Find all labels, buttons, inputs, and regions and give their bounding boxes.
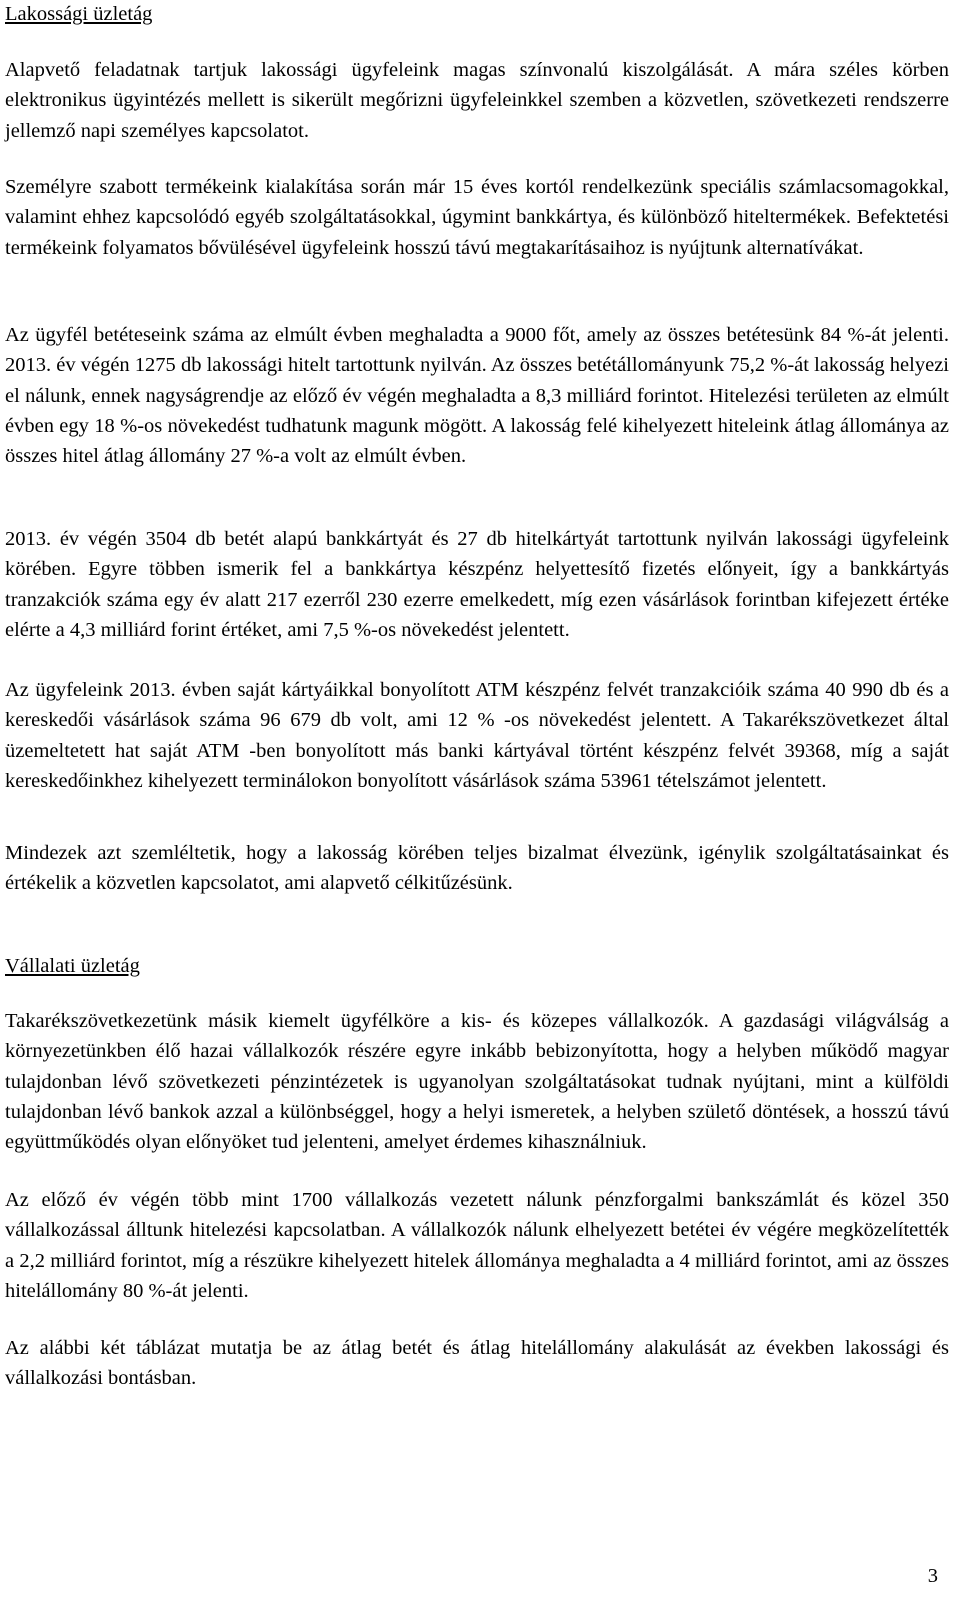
paragraph-retail-intro: Alapvető feladatnak tartjuk lakossági ügyfeleink magas színvonalú kiszolgálását. A mára széles körben elektronikus ügyintézés mellett is sikerült megőrizni ügyfeleinkkel szemben a közvetlen, szövetkezeti rendszerre jellemző napi személyes kapcsolatot.: [5, 59, 949, 142]
paragraph-bank-cards: 2013. év végén 3504 db betét alapú bankkártyát és 27 db hitelkártyát tartottunk nyilván lakossági ügyfeleink körében. Egyre többen ismerik fel a bankkártya készpénz helyettesítő fizetés előnyeit, így a bankkártyás tranzakciók száma egy év alatt 217 ezerről 230 ezerre emelkedett, míg ezen vásárlások forintban kifejezett értéke elérte a 4,3 milliárd forint értéket, ami 7,5 %-os növekedést jelentett.: [5, 528, 949, 641]
section-heading-retail: Lakossági üzletág: [5, 3, 153, 25]
paragraph-atm-transactions: Az ügyfeleink 2013. évben saját kártyáikkal bonyolított ATM készpénz felvét tranzakcióik száma 40 990 db és a kereskedői vásárlások száma 96 679 db volt, ami 12 % -os növekedést jelentett. A Takarékszövetkezet által üzemeltetett hat saját ATM -ben bonyolított más banki kártyával történt készpénz felvét 39368, míg a saját kereskedőinkhez kihelyezett terminálokon bonyolított vásárlások száma 53961 tételszámot jelentett.: [5, 679, 949, 792]
paragraph-retail-products: Személyre szabott termékeink kialakítása során már 15 éves kortól rendelkezünk speciális számlacsomagokkal, valamint ehhez kapcsolódó egyéb szolgáltatásokkal, úgymint bankkártya, és különböző hiteltermékek. Befektetési termékeink folyamatos bővülésével ügyfeleink hosszú távú megtakarításaihoz is nyújtunk alternatívákat.: [5, 176, 949, 259]
paragraph-retail-summary: Mindezek azt szemléltetik, hogy a lakosság körében teljes bizalmat élvezünk, igénylik szolgáltatásainkat és értékelik a közvetlen kapcsolatot, ami alapvető célkitűzésünk.: [5, 842, 949, 895]
page-number: 3: [927, 1565, 938, 1587]
paragraph-tables-intro: Az alábbi két táblázat mutatja be az átlag betét és átlag hitelállomány alakulását az években lakossági és vállalkozási bontásban.: [5, 1337, 949, 1390]
paragraph-corporate-accounts: Az előző év végén több mint 1700 vállalkozás vezetett nálunk pénzforgalmi bankszámlát és közel 350 vállalkozással álltunk hitelezési kapcsolatban. A vállalkozók nálunk elhelyezett betétei év végére megközelítették a 2,2 milliárd forintot, míg a részükre kihelyezett hitelek állománya meghaladta a 4 milliárd forintot, ami az összes hitelállomány 80 %-át jelenti.: [5, 1189, 949, 1302]
section-heading-corporate: Vállalati üzletág: [5, 955, 140, 977]
paragraph-retail-deposits: Az ügyfél betéteseink száma az elmúlt évben meghaladta a 9000 főt, amely az összes betétesünk 84 %-át jelenti. 2013. év végén 1275 db lakossági hitelt tartottunk nyilván. Az összes betétállományunk 75,2 %-át lakosság helyezi el nálunk, ennek nagyságrendje az előző év végén meghaladta a 8,3 milliárd forintot. Hitelezési területen az elmúlt évben egy 18 %-os növekedést tudhatunk magunk mögött. A lakosság felé kihelyezett hiteleink átlag állománya az összes hitel átlag állomány 27 %-a volt az elmúlt évben.: [5, 324, 949, 468]
paragraph-corporate-clients: Takarékszövetkezetünk másik kiemelt ügyfélköre a kis- és közepes vállalkozók. A gazdasági világválság a környezetünkben élő hazai vállalkozók részére egyre inkább bebizonyította, hogy a helyben működő magyar tulajdonban lévő szövetkezeti pénzintézetek is ugyanolyan szolgáltatásokat tudnak nyújtani, mint a külföldi tulajdonban lévő bankok azzal a különbséggel, hogy a helyi ismeretek, a helyben születő döntések, a hosszú távú együttműködés olyan előnyöket tud jelenteni, amelyet érdemes kihasználniuk.: [5, 1010, 949, 1154]
